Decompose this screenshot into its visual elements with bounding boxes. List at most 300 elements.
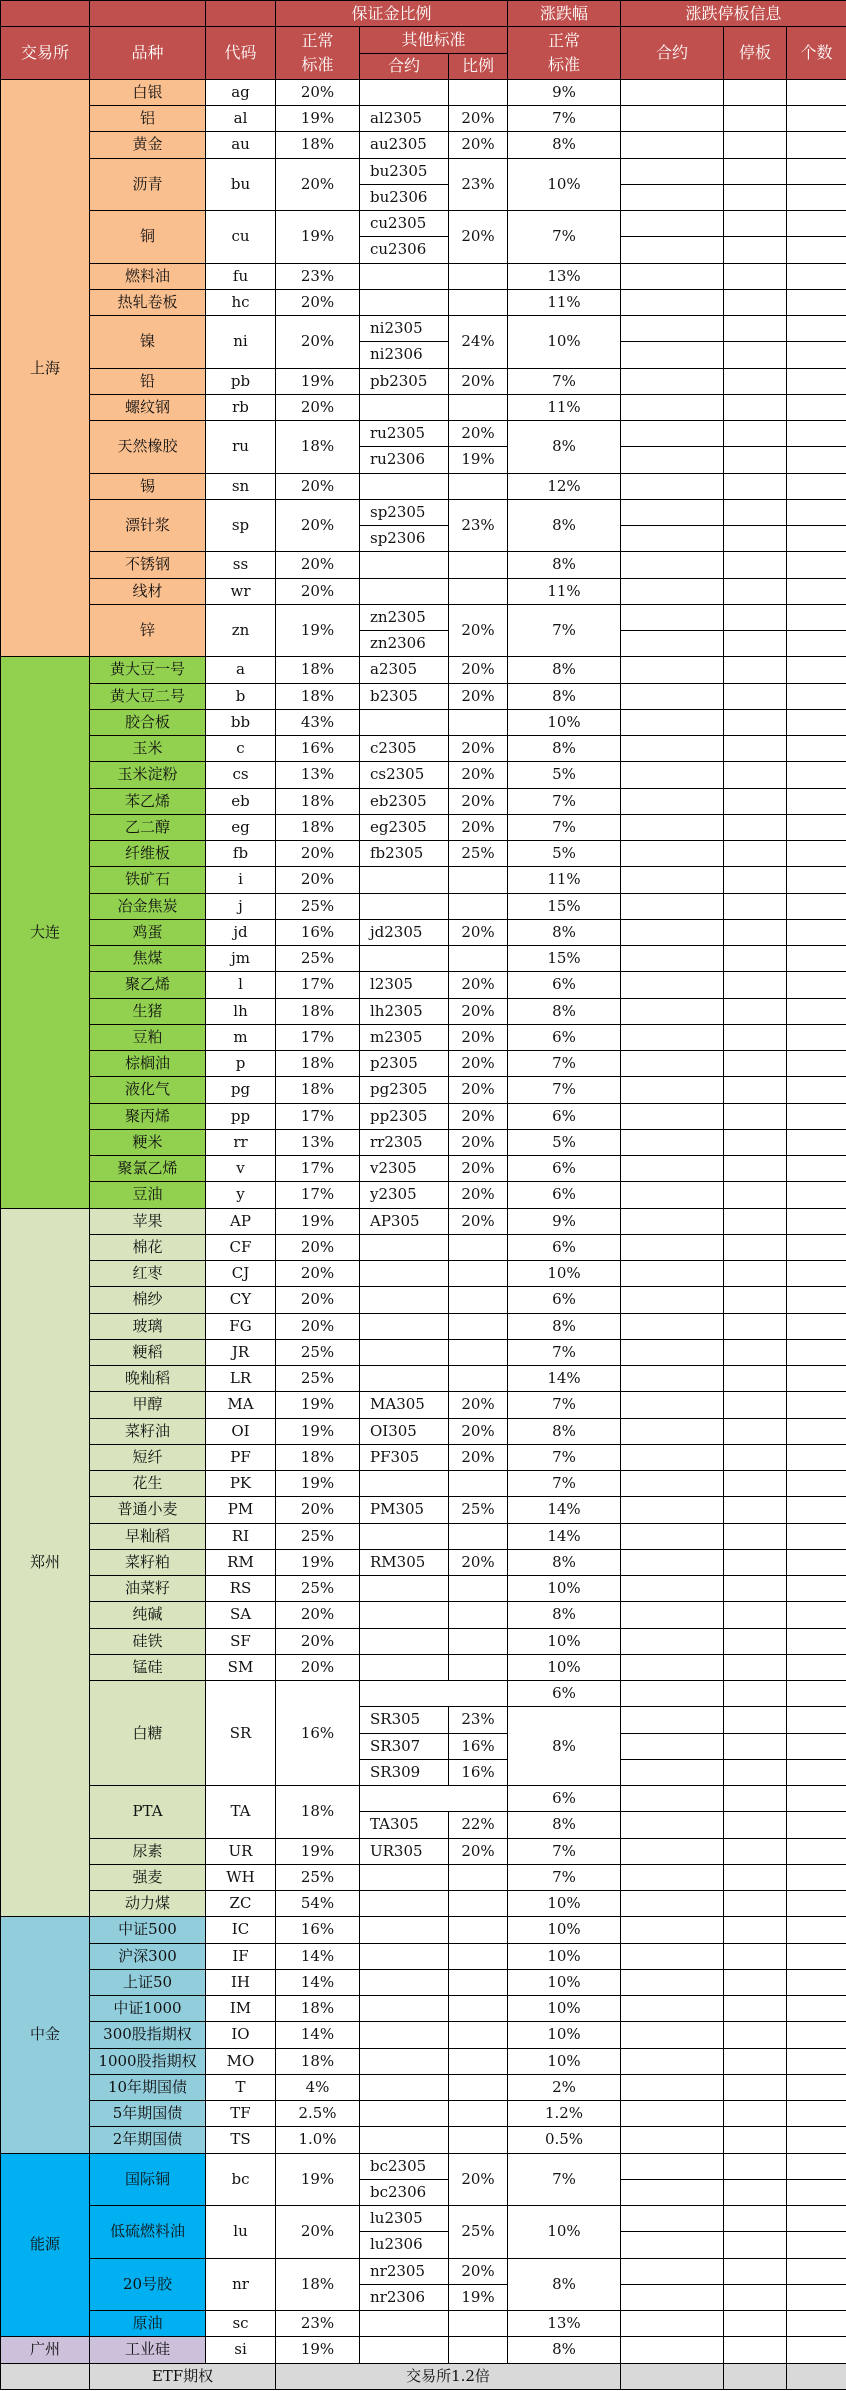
- product-code: ru: [206, 421, 276, 474]
- info-contract: [621, 237, 724, 263]
- other-ratio: 20%: [449, 1129, 508, 1155]
- limit-normal: 9%: [508, 79, 621, 105]
- other-ratio: [449, 1471, 508, 1497]
- info-contract: [621, 1051, 724, 1077]
- table-row: [1, 657, 846, 683]
- table-row: [1, 1051, 846, 1077]
- table-row: [1, 2074, 846, 2100]
- info-halt: [724, 1786, 787, 1812]
- info-count: [787, 2048, 846, 2074]
- product-name: 锡: [90, 473, 206, 499]
- margin-normal: 25%: [276, 1576, 360, 1602]
- product-code: JR: [206, 1339, 276, 1365]
- product-code: eb: [206, 788, 276, 814]
- limit-normal: 7%: [508, 1838, 621, 1864]
- table-row: [1, 1208, 846, 1234]
- info-count: [787, 1628, 846, 1654]
- other-ratio: [449, 79, 508, 105]
- limit-normal: 10%: [508, 158, 621, 211]
- other-ratio: [449, 1366, 508, 1392]
- product-name: 花生: [90, 1471, 206, 1497]
- product-code: bu: [206, 158, 276, 211]
- info-halt: [724, 841, 787, 867]
- product-name: 粳稻: [90, 1339, 206, 1365]
- info-contract: [621, 1024, 724, 1050]
- product-name: 上证50: [90, 1969, 206, 1995]
- limit-normal: 8%: [508, 1707, 621, 1786]
- exchange-name: 上海: [1, 79, 90, 657]
- product-code: si: [206, 2337, 276, 2363]
- info-halt: [724, 1681, 787, 1707]
- limit-normal: 7%: [508, 1077, 621, 1103]
- product-code: rr: [206, 1129, 276, 1155]
- other-ratio: 20%: [449, 919, 508, 945]
- product-name: 锰硅: [90, 1654, 206, 1680]
- product-name: 铜: [90, 211, 206, 264]
- info-contract: [621, 919, 724, 945]
- other-ratio: [449, 867, 508, 893]
- product-name: 铅: [90, 368, 206, 394]
- other-contract: [360, 2311, 449, 2337]
- table-row: [1, 2153, 846, 2179]
- other-ratio: 20%: [449, 106, 508, 132]
- info-count: [787, 79, 846, 105]
- limit-normal: 7%: [508, 1051, 621, 1077]
- product-code: T: [206, 2074, 276, 2100]
- product-name: 5年期国债: [90, 2101, 206, 2127]
- other-ratio: 20%: [449, 1182, 508, 1208]
- info-halt: [724, 1471, 787, 1497]
- info-halt: [724, 788, 787, 814]
- info-contract: [621, 2179, 724, 2205]
- product-code: FG: [206, 1313, 276, 1339]
- info-contract: [621, 211, 724, 237]
- info-halt: [724, 2048, 787, 2074]
- other-ratio: [449, 2311, 508, 2337]
- info-count: [787, 1891, 846, 1917]
- info-contract: [621, 867, 724, 893]
- info-count: [787, 998, 846, 1024]
- info-halt: [724, 421, 787, 447]
- product-code: m: [206, 1024, 276, 1050]
- other-ratio: [449, 2074, 508, 2100]
- info-halt: [724, 132, 787, 158]
- other-contract: sp2305: [360, 499, 449, 525]
- product-code: SF: [206, 1628, 276, 1654]
- info-halt: [724, 394, 787, 420]
- margin-normal: 25%: [276, 1864, 360, 1890]
- info-count: [787, 1943, 846, 1969]
- info-halt: [724, 657, 787, 683]
- table-row: [1, 1864, 846, 1890]
- info-halt: [724, 106, 787, 132]
- other-contract: MA305: [360, 1392, 449, 1418]
- info-contract: [621, 1917, 724, 1943]
- info-contract: [621, 1471, 724, 1497]
- info-contract: [621, 2127, 724, 2153]
- info-halt: [724, 2206, 787, 2232]
- margin-normal: 19%: [276, 1392, 360, 1418]
- info-count: [787, 1392, 846, 1418]
- info-contract: [621, 473, 724, 499]
- other-contract: zn2305: [360, 604, 449, 630]
- table-row: [1, 2337, 846, 2363]
- margin-normal: 19%: [276, 1838, 360, 1864]
- info-count: [787, 1812, 846, 1838]
- info-halt: [724, 368, 787, 394]
- table-row: [1, 1313, 846, 1339]
- table-row: [1, 1576, 846, 1602]
- other-contract: cs2305: [360, 762, 449, 788]
- info-count: [787, 919, 846, 945]
- info-count: [787, 552, 846, 578]
- limit-normal: 8%: [508, 2258, 621, 2311]
- other-ratio: 20%: [449, 211, 508, 264]
- product-code: CJ: [206, 1261, 276, 1287]
- limit-normal: 10%: [508, 2048, 621, 2074]
- margin-normal: 19%: [276, 2153, 360, 2206]
- info-halt: [724, 1628, 787, 1654]
- info-halt: [724, 1077, 787, 1103]
- product-code: UR: [206, 1838, 276, 1864]
- footer-product: ETF期权: [90, 2363, 276, 2389]
- info-contract: [621, 2232, 724, 2258]
- other-ratio: 20%: [449, 1392, 508, 1418]
- other-contract: [360, 473, 449, 499]
- info-contract: [621, 946, 724, 972]
- other-contract: b2305: [360, 683, 449, 709]
- info-count: [787, 736, 846, 762]
- other-contract: [360, 1576, 449, 1602]
- other-contract: OI305: [360, 1418, 449, 1444]
- info-halt: [724, 1418, 787, 1444]
- product-code: lh: [206, 998, 276, 1024]
- info-count: [787, 893, 846, 919]
- table-row: [1, 1366, 846, 1392]
- product-code: bb: [206, 709, 276, 735]
- limit-normal: 1.2%: [508, 2101, 621, 2127]
- product-code: sp: [206, 499, 276, 552]
- table-row: [1, 263, 846, 289]
- info-count: [787, 814, 846, 840]
- limit-normal: 7%: [508, 211, 621, 264]
- info-halt: [724, 1313, 787, 1339]
- header-contract: 合约: [360, 53, 449, 79]
- product-name: 黄金: [90, 132, 206, 158]
- info-halt: [724, 2022, 787, 2048]
- info-halt: [724, 1812, 787, 1838]
- margin-normal: 17%: [276, 1024, 360, 1050]
- limit-normal: 8%: [508, 499, 621, 552]
- info-halt: [724, 1917, 787, 1943]
- info-contract: [621, 1654, 724, 1680]
- table-row: [1, 552, 846, 578]
- product-name: 线材: [90, 578, 206, 604]
- info-halt: [724, 526, 787, 552]
- info-halt: [724, 2363, 787, 2389]
- margin-normal: 20%: [276, 1628, 360, 1654]
- product-name: 镍: [90, 316, 206, 369]
- product-code: pp: [206, 1103, 276, 1129]
- info-halt: [724, 447, 787, 473]
- limit-normal: 7%: [508, 2153, 621, 2206]
- limit-normal: 8%: [508, 919, 621, 945]
- other-contract: [360, 1786, 508, 1812]
- info-contract: [621, 788, 724, 814]
- margin-normal: 19%: [276, 1208, 360, 1234]
- info-count: [787, 2153, 846, 2179]
- info-count: [787, 1654, 846, 1680]
- info-count: [787, 604, 846, 630]
- product-name: 焦煤: [90, 946, 206, 972]
- info-halt: [724, 1523, 787, 1549]
- product-code: pg: [206, 1077, 276, 1103]
- table-row: [1, 2048, 846, 2074]
- table-row: [1, 1523, 846, 1549]
- table-row: [1, 1077, 846, 1103]
- info-halt: [724, 2101, 787, 2127]
- table-row: [1, 1602, 846, 1628]
- table-row: [1, 421, 846, 447]
- product-name: 粳米: [90, 1129, 206, 1155]
- info-contract: [621, 1182, 724, 1208]
- product-code: jd: [206, 919, 276, 945]
- product-code: bc: [206, 2153, 276, 2206]
- margin-normal: 17%: [276, 972, 360, 998]
- info-halt: [724, 1051, 787, 1077]
- info-contract: [621, 1969, 724, 1995]
- info-halt: [724, 1366, 787, 1392]
- product-code: IM: [206, 1996, 276, 2022]
- info-count: [787, 1786, 846, 1812]
- info-halt: [724, 79, 787, 105]
- limit-normal: 11%: [508, 867, 621, 893]
- other-ratio: [449, 1313, 508, 1339]
- table-row: [1, 499, 846, 525]
- info-halt: [724, 867, 787, 893]
- other-ratio: [449, 1891, 508, 1917]
- info-count: [787, 1549, 846, 1575]
- limit-normal: 8%: [508, 1418, 621, 1444]
- other-contract: [360, 2337, 449, 2363]
- margin-normal: 18%: [276, 421, 360, 474]
- other-contract: [360, 263, 449, 289]
- info-contract: [621, 2258, 724, 2284]
- table-row: [1, 158, 846, 184]
- margin-normal: 18%: [276, 657, 360, 683]
- other-ratio: [449, 1917, 508, 1943]
- info-contract: [621, 368, 724, 394]
- margin-normal: 20%: [276, 1654, 360, 1680]
- product-name: 胶合板: [90, 709, 206, 735]
- info-halt: [724, 762, 787, 788]
- info-contract: [621, 683, 724, 709]
- exchange-name: 中金: [1, 1917, 90, 2153]
- info-count: [787, 657, 846, 683]
- product-code: i: [206, 867, 276, 893]
- other-ratio: 23%: [449, 1707, 508, 1733]
- margin-normal: 16%: [276, 919, 360, 945]
- other-contract: bc2306: [360, 2179, 449, 2205]
- product-code: lu: [206, 2206, 276, 2259]
- info-count: [787, 1733, 846, 1759]
- product-name: 乙二醇: [90, 814, 206, 840]
- info-contract: [621, 1156, 724, 1182]
- product-name: 棉纱: [90, 1287, 206, 1313]
- info-count: [787, 473, 846, 499]
- other-ratio: 20%: [449, 1103, 508, 1129]
- info-halt: [724, 1864, 787, 1890]
- info-contract: [621, 1261, 724, 1287]
- info-contract: [621, 1287, 724, 1313]
- table-row: [1, 2311, 846, 2337]
- product-name: 聚氯乙烯: [90, 1156, 206, 1182]
- info-count: [787, 237, 846, 263]
- other-ratio: 20%: [449, 972, 508, 998]
- product-name: 菜籽油: [90, 1418, 206, 1444]
- product-name: 豆粕: [90, 1024, 206, 1050]
- header-count: 个数: [787, 27, 846, 80]
- table-row: [1, 841, 846, 867]
- info-halt: [724, 1943, 787, 1969]
- limit-normal: 10%: [508, 1628, 621, 1654]
- info-contract: [621, 1812, 724, 1838]
- info-contract: [621, 762, 724, 788]
- other-contract: sp2306: [360, 526, 449, 552]
- table-row: [1, 368, 846, 394]
- other-contract: [360, 1234, 449, 1260]
- info-contract: [621, 1943, 724, 1969]
- other-ratio: 20%: [449, 1156, 508, 1182]
- info-halt: [724, 158, 787, 184]
- product-name: 早籼稻: [90, 1523, 206, 1549]
- product-name: 动力煤: [90, 1891, 206, 1917]
- info-contract: [621, 2074, 724, 2100]
- info-count: [787, 2022, 846, 2048]
- info-contract: [621, 263, 724, 289]
- product-code: j: [206, 893, 276, 919]
- other-contract: PF305: [360, 1444, 449, 1470]
- other-contract: fb2305: [360, 841, 449, 867]
- other-ratio: 20%: [449, 604, 508, 657]
- product-code: PF: [206, 1444, 276, 1470]
- other-ratio: 20%: [449, 1838, 508, 1864]
- margin-normal: 20%: [276, 79, 360, 105]
- limit-normal: 8%: [508, 683, 621, 709]
- info-contract: [621, 184, 724, 210]
- limit-normal: 10%: [508, 316, 621, 369]
- limit-normal: 2%: [508, 2074, 621, 2100]
- other-contract: ni2305: [360, 316, 449, 342]
- margin-normal: 20%: [276, 499, 360, 552]
- info-halt: [724, 1654, 787, 1680]
- margin-normal: 18%: [276, 998, 360, 1024]
- limit-normal: 14%: [508, 1523, 621, 1549]
- product-code: wr: [206, 578, 276, 604]
- table-row: [1, 1996, 846, 2022]
- product-code: PM: [206, 1497, 276, 1523]
- table-row: [1, 2363, 846, 2389]
- other-contract: [360, 1602, 449, 1628]
- margin-normal: 20%: [276, 1287, 360, 1313]
- other-ratio: [449, 1996, 508, 2022]
- product-code: IO: [206, 2022, 276, 2048]
- info-contract: [621, 2206, 724, 2232]
- other-ratio: [449, 578, 508, 604]
- table-row: [1, 709, 846, 735]
- info-count: [787, 762, 846, 788]
- other-ratio: [449, 263, 508, 289]
- margin-normal: 54%: [276, 1891, 360, 1917]
- product-name: 铁矿石: [90, 867, 206, 893]
- info-count: [787, 1339, 846, 1365]
- product-code: a: [206, 657, 276, 683]
- product-name: 棉花: [90, 1234, 206, 1260]
- limit-normal: 6%: [508, 1681, 621, 1707]
- limit-normal: 13%: [508, 2311, 621, 2337]
- header-code: 代码: [206, 27, 276, 80]
- product-name: 普通小麦: [90, 1497, 206, 1523]
- limit-normal: 10%: [508, 1943, 621, 1969]
- limit-normal: 10%: [508, 2022, 621, 2048]
- other-ratio: [449, 1287, 508, 1313]
- other-contract: UR305: [360, 1838, 449, 1864]
- other-ratio: 25%: [449, 1497, 508, 1523]
- limit-normal: 8%: [508, 132, 621, 158]
- limit-normal: 10%: [508, 1996, 621, 2022]
- info-count: [787, 1077, 846, 1103]
- table-row: [1, 1549, 846, 1575]
- margin-normal: 17%: [276, 1156, 360, 1182]
- info-halt: [724, 1182, 787, 1208]
- exchange-name: 郑州: [1, 1208, 90, 1917]
- limit-normal: 10%: [508, 1576, 621, 1602]
- other-contract: y2305: [360, 1182, 449, 1208]
- info-halt: [724, 893, 787, 919]
- product-code: RS: [206, 1576, 276, 1602]
- table-row: [1, 814, 846, 840]
- info-halt: [724, 1576, 787, 1602]
- info-contract: [621, 578, 724, 604]
- limit-normal: 8%: [508, 1313, 621, 1339]
- other-ratio: [449, 552, 508, 578]
- other-contract: [360, 1996, 449, 2022]
- info-count: [787, 184, 846, 210]
- table-row: [1, 1234, 846, 1260]
- other-contract: bu2306: [360, 184, 449, 210]
- info-count: [787, 1103, 846, 1129]
- margin-normal: 20%: [276, 552, 360, 578]
- header-blank: [90, 1, 206, 27]
- margin-normal: 18%: [276, 2048, 360, 2074]
- header-margin-group: 保证金比例: [276, 1, 508, 27]
- limit-normal: 0.5%: [508, 2127, 621, 2153]
- table-row: [1, 1339, 846, 1365]
- limit-normal: 10%: [508, 1261, 621, 1287]
- limit-normal: 11%: [508, 289, 621, 315]
- info-halt: [724, 2258, 787, 2284]
- info-count: [787, 368, 846, 394]
- other-contract: rr2305: [360, 1129, 449, 1155]
- other-contract: [360, 2022, 449, 2048]
- info-contract: [621, 1339, 724, 1365]
- other-ratio: 20%: [449, 998, 508, 1024]
- info-count: [787, 1497, 846, 1523]
- other-contract: TA305: [360, 1812, 449, 1838]
- other-ratio: 20%: [449, 1418, 508, 1444]
- product-name: 生猪: [90, 998, 206, 1024]
- info-contract: [621, 841, 724, 867]
